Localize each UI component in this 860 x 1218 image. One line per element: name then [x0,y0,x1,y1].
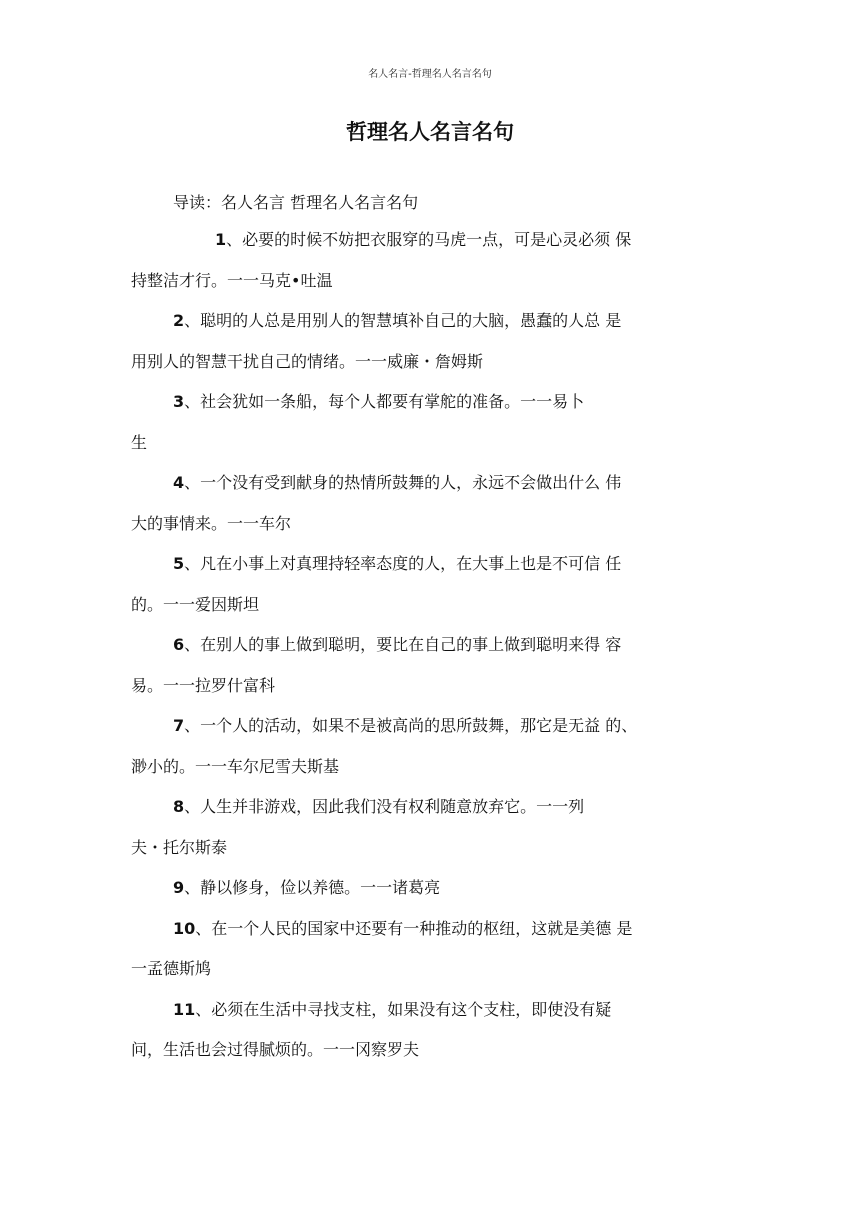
quote-text: 、必须在生活中寻找支柱，如果没有这个支柱，即使没有疑 [195,999,612,1019]
quote-text: 、社会犹如一条船，每个人都要有掌舵的准备。一一易卜 [184,392,585,411]
quote-text: 、一个没有受到献身的热情所鼓舞的人，永远不会做出什么 伟 [184,473,622,492]
quote-item [131,307,731,388]
quote-continuation-line: 用别人的智慧干扰自己的情绪。一一威廉・詹姆斯 [131,351,484,371]
quote-first-line [131,550,731,591]
quote-first-line [131,793,731,834]
quote-item [131,631,731,712]
intro-line: 导读：名人名言 哲理名人名言名句 [173,193,419,212]
quote-item [131,915,731,996]
quote-continuation-line: 一孟德斯鸠 [131,959,212,978]
quote-number: 6 [173,635,185,654]
quote-first-line [131,307,731,348]
quote-number: 2 [173,311,185,330]
quote-text: 、在别人的事上做到聪明，要比在自己的事上做到聪明来得 容 [184,635,622,654]
quote-first-line [131,226,731,267]
quote-first-line [131,874,731,915]
quote-number: 10 [173,918,196,938]
quote-continuation-line: 大的事情来。一一车尔 [131,513,292,533]
quote-first-line [131,996,731,1037]
quote-continuation-line: 易。一一拉罗什富科 [131,675,276,695]
running-header: 名人名言-哲理名人名言名句 [368,69,492,80]
quote-continuation-line: 问，生活也会过得腻烦的。一一冈察罗夫 [131,1040,420,1059]
quote-continuation-line: 渺小的。一一车尔尼雪夫斯基 [131,756,340,776]
quote-number: 3 [173,392,185,411]
quote-number: 5 [173,554,185,573]
quote-first-line [131,915,731,956]
quote-item [131,712,731,793]
quote-continuation-line: 的。一一爱因斯坦 [131,594,260,614]
quote-continuation-line: 夫・托尔斯泰 [131,837,228,857]
quote-text: 、在一个人民的国家中还要有一种推动的枢纽，这就是美德 是 [195,918,633,938]
quote-first-line [131,388,731,429]
quote-item [131,793,731,874]
quote-item [131,550,731,631]
quote-item [131,226,731,307]
quote-number: 1 [215,230,227,249]
document-title: 哲理名人名言名句 [346,120,514,144]
quote-number: 7 [173,716,185,735]
quote-item [131,874,731,915]
quote-continuation-line: 生 [131,432,148,452]
quote-item [131,996,731,1077]
quote-first-line [131,712,731,753]
quote-first-line [131,631,731,672]
quote-text: 、必要的时候不妨把衣服穿的马虎一点，可是心灵必须 保 [226,230,632,249]
quote-continuation-line: 持整洁才行。一一马克•吐温 [131,270,333,290]
quote-list [131,226,731,1077]
quote-first-line [131,469,731,510]
quote-number: 11 [173,999,196,1019]
quote-text: 、凡在小事上对真理持轻率态度的人，在大事上也是不可信 任 [184,554,622,573]
quote-number: 4 [173,473,185,492]
quote-number: 8 [173,797,185,816]
quote-item [131,469,731,550]
quote-text: 、人生并非游戏，因此我们没有权利随意放弃它。一一列 [184,797,585,816]
quote-text: 、聪明的人总是用别人的智慧填补自己的大脑，愚蠢的人总 是 [184,311,622,330]
quote-text: 、一个人的活动，如果不是被高尚的思所鼓舞，那它是无益 的、 [184,716,638,735]
quote-number: 9 [173,878,185,897]
quote-item [131,388,731,469]
quote-text: 、静以修身，俭以养德。一一诸葛亮 [184,878,441,897]
